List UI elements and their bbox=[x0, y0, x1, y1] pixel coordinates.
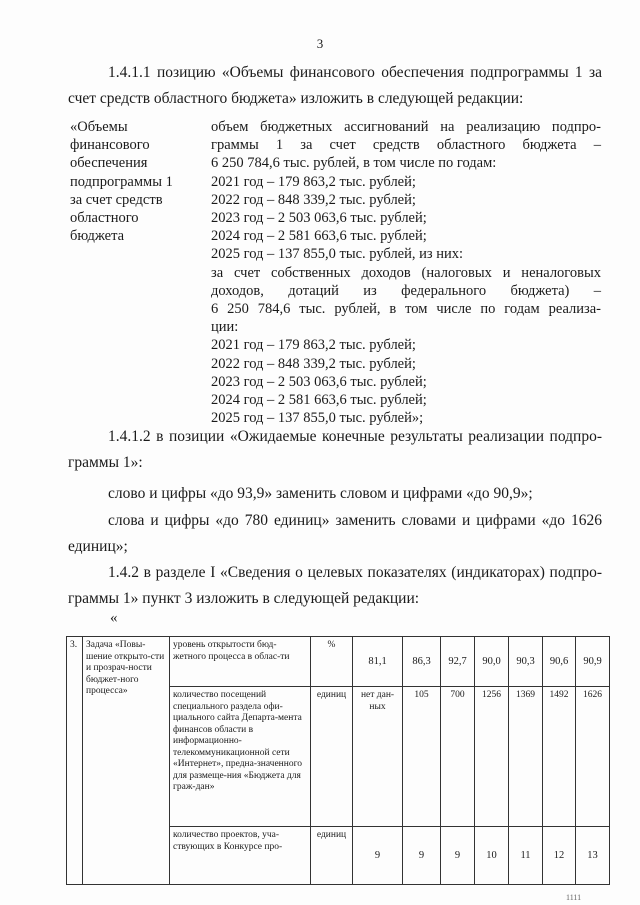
value-cell: 86,3 bbox=[403, 637, 441, 687]
task-cell: Задача «Повы-шение открыто-сти и прозрач-ности бюджет-ного процесса» bbox=[83, 637, 170, 885]
value-cell: 1256 bbox=[475, 687, 509, 827]
position-label: «Объемы финансового обеспечения подпрограммы 1 за счет средств областного бюджета bbox=[70, 119, 173, 245]
value-cell: 9 bbox=[441, 827, 475, 885]
open-quote: « bbox=[110, 610, 118, 626]
unit-cell: единиц bbox=[311, 687, 353, 827]
value-cell: 81,1 bbox=[353, 637, 403, 687]
value-cell: 1626 bbox=[576, 687, 610, 827]
unit-cell: % bbox=[311, 637, 353, 687]
position-content: объем бюджетных ассигнований на реализацию подпро- граммы 1 за счет средств областного бюджета – 6 250 784,6 тыс. рублей, в том числе по годам: 2021 год – 179 863,2 тыс. рублей; 2022 год – 848 339,2 тыс. рублей; 2023 год – 2 503 063,6 тыс. рублей; 2024 год – 2 581 663,6 тыс. рублей; 2025 год – 137 855,0 тыс. рублей, из них: за счет собственных доходов (налоговых и неналоговых доходов, дотаций из федерального бюджета) – 6 250 784,6 тыс. рублей, в том числе по годам реализа- ции: 2021 год – 179 863,2 тыс. рублей; 2022 год – 848 339,2 тыс. рублей; 2023 год – 2 503 063,6 тыс. рублей; 2024 год – 2 581 663,6 тыс. рублей; 2025 год – 137 855,0 тыс. рублей»; bbox=[211, 119, 601, 427]
value-cell: 9 bbox=[353, 827, 403, 885]
value-cell: 105 bbox=[403, 687, 441, 827]
value-cell: 13 bbox=[576, 827, 610, 885]
indicators-table bbox=[66, 636, 610, 885]
value-cell: 92,7 bbox=[441, 637, 475, 687]
value-cell: 1492 bbox=[543, 687, 576, 827]
page-number: 3 bbox=[316, 36, 324, 51]
value-cell: 90,0 bbox=[475, 637, 509, 687]
indicator-cell: уровень открытости бюд-жетного процесса в облас-ти bbox=[170, 637, 311, 687]
value-cell: нет дан-ных bbox=[353, 687, 403, 827]
unit-cell: единиц bbox=[311, 827, 353, 885]
paragraph-replace-1: слово и цифры «до 93,9» заменить словом и цифрами «до 90,9»; bbox=[108, 485, 533, 502]
paragraph-replace-2: слова и цифры «до 780 единиц» заменить словами и цифрами «до 1626 единиц»; bbox=[68, 512, 602, 555]
paragraph-1-4-1-1 bbox=[68, 60, 602, 112]
value-cell: 90,3 bbox=[509, 637, 543, 687]
value-cell: 90,6 bbox=[543, 637, 576, 687]
indicator-cell: количество посещений специального раздела офи-циального сайта Департа-мента финансов области в информационно-телекоммуникационной сети «Интернет», предна-значенного для размеще-ния «Бюджета для граж-дан» bbox=[170, 687, 311, 827]
value-cell: 10 bbox=[475, 827, 509, 885]
paragraph-1-4-2: 1.4.2 в разделе I «Сведения о целевых показателях (индикаторах) подпро- граммы 1» пункт 3 изложить в следующей редакции: bbox=[68, 564, 602, 607]
value-cell: 90,9 bbox=[576, 637, 610, 687]
value-cell: 700 bbox=[441, 687, 475, 827]
table-row bbox=[67, 637, 610, 687]
paragraph-line: счет средств областного бюджета» изложить в следующей редакции: bbox=[68, 90, 524, 107]
value-cell: 12 bbox=[543, 827, 576, 885]
paragraph-line: 1.4.1.1 позицию «Объемы финансового обеспечения подпрограммы 1 за bbox=[108, 64, 602, 81]
footer-stamp: 1111 bbox=[566, 893, 582, 902]
value-cell: 9 bbox=[403, 827, 441, 885]
value-cell: 1369 bbox=[509, 687, 543, 827]
row-number: 3. bbox=[67, 637, 83, 885]
paragraph-1-4-1-2: 1.4.1.2 в позиции «Ожидаемые конечные результаты реализации подпро- граммы 1»: bbox=[68, 428, 602, 471]
value-cell: 11 bbox=[509, 827, 543, 885]
indicator-cell: количество проектов, уча-ствующих в Конкурсе про- bbox=[170, 827, 311, 885]
